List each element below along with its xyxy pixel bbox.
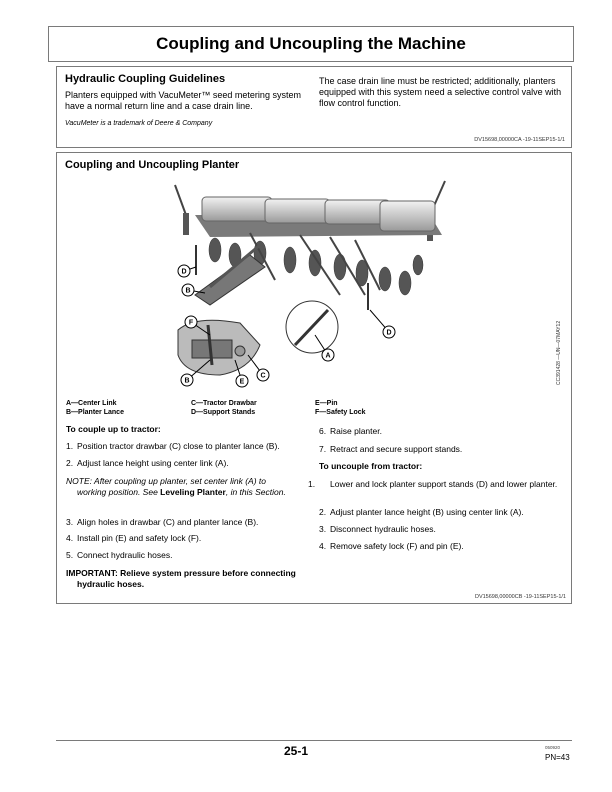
trademark-note: VacuMeter is a trademark of Deere & Company [65, 120, 213, 127]
section2-ref: DV15698,00000CB -19-11SEP15-1/1 [474, 594, 566, 600]
legend-col-3: E—Pin F—Safety Lock [315, 400, 366, 416]
uncouple-heading: To uncouple from tractor: [319, 461, 423, 471]
uncouple-step-1: 1. Lower and lock planter support stands (D) and lower planter. [308, 479, 558, 489]
coupling-note: NOTE: After coupling up planter, set center link (A) to working position. See Leveling Planter, in this Section. [66, 476, 286, 497]
section1-ref: DV15698,00000CA -19-11SEP15-1/1 [474, 137, 565, 143]
callout-label: B [185, 287, 191, 295]
hydraulic-guidelines-heading: Hydraulic Coupling Guidelines [65, 73, 226, 85]
callout-label: E [239, 378, 245, 386]
couple-step-1: 1. Position tractor drawbar (C) close to planter lance (B). [66, 441, 280, 451]
page-title-box [48, 26, 574, 62]
page-number: 25-1 [284, 744, 309, 758]
uncouple-step-3: 3. Disconnect hydraulic hoses. [319, 524, 436, 534]
footer-rule [56, 740, 572, 741]
legend-col-2: C—Tractor Drawbar D—Support Stands [191, 400, 257, 416]
important-note: IMPORTANT: Relieve system pressure before connecting hydraulic hoses. [66, 568, 296, 589]
planter-illustration [100, 175, 520, 390]
hydraulic-guidelines-left-text: Planters equipped with VacuMeter™ seed metering system have a normal return line and a case drain line. [65, 90, 301, 111]
couple-step-2: 2. Adjust lance height using center link (A). [66, 458, 229, 468]
couple-step-4: 4. Install pin (E) and safety lock (F). [66, 533, 202, 543]
footer-code: 050920 [545, 745, 561, 750]
couple-step-5: 5. Connect hydraulic hoses. [66, 550, 173, 560]
callout-label: F [188, 319, 194, 327]
couple-step-7: 7. Retract and secure support stands. [319, 444, 463, 454]
callout-label: B [184, 377, 190, 385]
couple-step-3: 3. Align holes in drawbar (C) and planter lance (B). [66, 517, 259, 527]
footer-pn: PN=43 [545, 753, 570, 762]
callout-label: A [325, 352, 331, 360]
leveling-planter-link: Leveling Planter [160, 487, 226, 497]
couple-heading: To couple up to tractor: [66, 424, 161, 434]
page-title: Coupling and Uncoupling the Machine [156, 34, 466, 53]
uncouple-step-4: 4. Remove safety lock (F) and pin (E). [319, 541, 464, 551]
hydraulic-guidelines-panel [56, 66, 572, 148]
callout-label: D [181, 268, 187, 276]
callout-label: D [386, 329, 392, 337]
uncouple-step-2: 2. Adjust planter lance height (B) using center link (A). [319, 507, 524, 517]
image-code: CC391428 —UN—07MAY12 [556, 320, 562, 385]
coupling-planter-heading: Coupling and Uncoupling Planter [65, 159, 240, 171]
callout-label: C [260, 372, 266, 380]
hydraulic-guidelines-right-text: The case drain line must be restricted; additionally, planters equipped with this system need a selective control valve with flow control function. [319, 76, 562, 108]
legend-col-1: A—Center Link B—Planter Lance [66, 400, 124, 416]
couple-step-6: 6. Raise planter. [319, 426, 382, 436]
